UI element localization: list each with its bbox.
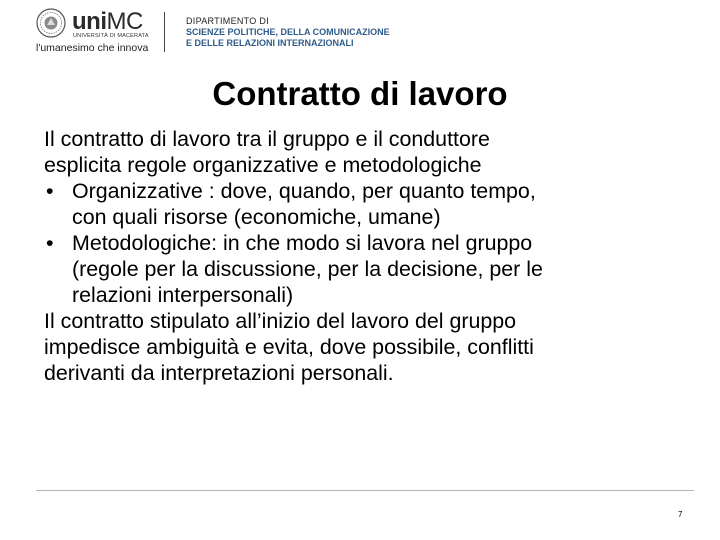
- department-name: [186, 16, 390, 49]
- logo-main-text: uni: [72, 8, 107, 35]
- slide-title: Contratto di lavoro: [212, 75, 508, 112]
- closing-paragraph: [44, 308, 704, 386]
- closing-line: Il contratto stipulato all’inizio del lavoro del gruppo: [44, 309, 517, 333]
- department-line-1: DIPARTIMENTO DI: [186, 16, 270, 26]
- bullet-line: Organizzative : dove, quando, per quanto tempo,: [72, 179, 536, 203]
- bullet-line: (regole per la discussione, per la decisione, per le: [72, 257, 543, 281]
- header-divider: [164, 12, 165, 52]
- bullet-line: relazioni interpersonali): [72, 283, 294, 307]
- closing-line: impedisce ambiguità e evita, dove possibile, conflitti: [44, 335, 534, 359]
- bullet-symbol: •: [46, 179, 54, 203]
- intro-line: Il contratto di lavoro tra il gruppo e il conduttore: [44, 127, 490, 151]
- university-seal-icon: [36, 8, 66, 38]
- bullet-item-organizzative: [44, 178, 704, 230]
- slide-body: [44, 126, 704, 386]
- department-line-2: SCIENZE POLITICHE, DELLA COMUNICAZIONE: [186, 27, 390, 37]
- intro-paragraph: [44, 126, 704, 178]
- bullet-line: Metodologiche: in che modo si lavora nel gruppo: [72, 231, 533, 255]
- university-logo: [72, 9, 143, 35]
- university-tagline: l'umanesimo che innova: [36, 42, 149, 54]
- page-number: 7: [678, 510, 683, 519]
- bullet-line: con quali risorse (economiche, umane): [72, 205, 441, 229]
- bullet-symbol: •: [46, 231, 54, 255]
- logo-accent-text: MC: [106, 8, 143, 35]
- footer-divider: [36, 490, 694, 491]
- slide-header: [0, 0, 720, 62]
- bullet-item-metodologiche: [44, 230, 704, 308]
- logo-subtitle: UNIVERSITÀ DI MACERATA: [73, 33, 149, 39]
- closing-line: derivanti da interpretazioni personali.: [44, 361, 394, 385]
- department-line-3: E DELLE RELAZIONI INTERNAZIONALI: [186, 38, 354, 48]
- intro-line: esplicita regole organizzative e metodologiche: [44, 153, 482, 177]
